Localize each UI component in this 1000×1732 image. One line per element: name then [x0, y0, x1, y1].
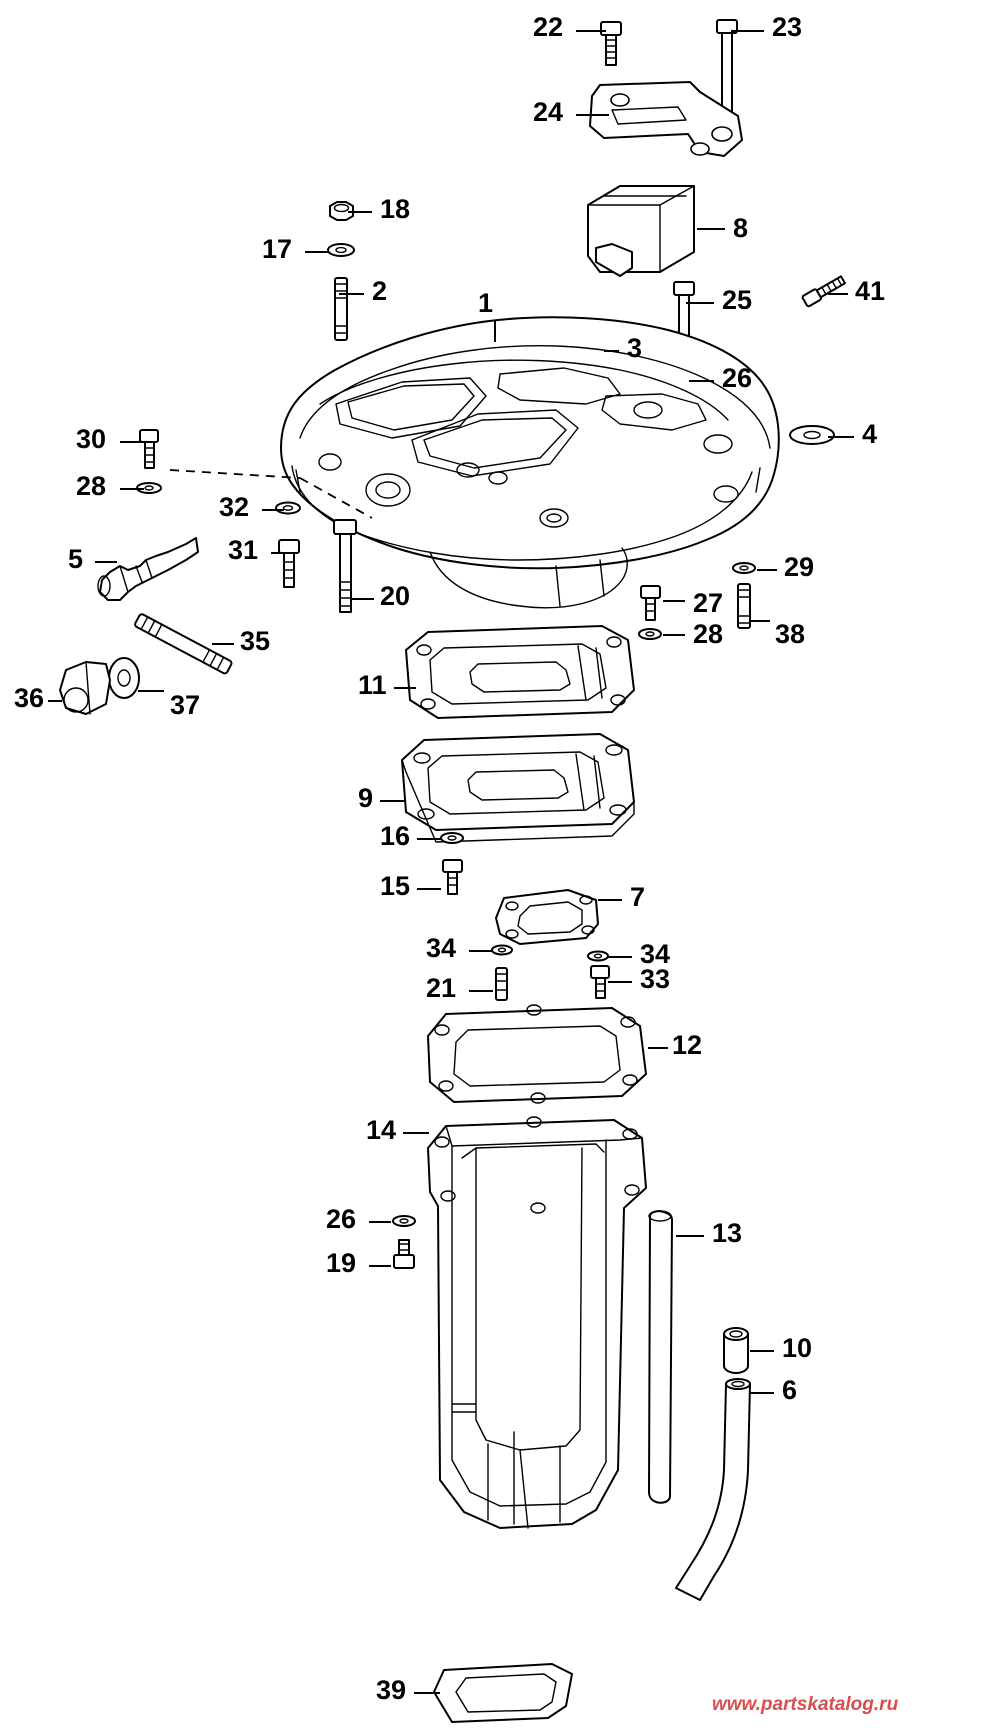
callout-39: 39: [376, 1675, 407, 1705]
part-41-bolt: [802, 275, 846, 307]
leader-28a: [120, 488, 144, 490]
part-34a-washer: [492, 946, 512, 955]
callout-24: 24: [533, 97, 564, 127]
leader-27: [663, 600, 685, 602]
part-31-bolt: [279, 540, 299, 587]
leader-15: [417, 888, 441, 890]
callout-8: 8: [733, 213, 749, 243]
leader-10: [750, 1350, 774, 1352]
leader-32: [262, 509, 284, 511]
callout-23: 23: [772, 12, 803, 42]
callout-26-lower: 26: [326, 1204, 357, 1234]
callout-13: 13: [712, 1218, 743, 1248]
callout-12: 12: [672, 1030, 703, 1060]
part-10-grommet: [724, 1328, 748, 1373]
callout-5: 5: [68, 544, 84, 574]
part-17-washer: [328, 244, 354, 256]
leader-16: [417, 838, 441, 840]
callout-2: 2: [372, 276, 388, 306]
callout-26-upper: 26: [722, 363, 753, 393]
leader-12: [648, 1047, 668, 1049]
callout-16: 16: [380, 821, 411, 851]
leader-13: [676, 1235, 704, 1237]
leader-35: [212, 643, 234, 645]
leader-37: [138, 690, 164, 692]
part-12-gasket: [428, 1005, 646, 1103]
part-7-cover-plate: [496, 890, 598, 944]
part-33-bolt: [591, 966, 609, 998]
callout-33: 33: [640, 964, 671, 994]
leader-33: [608, 981, 632, 983]
callout-34-left: 34: [426, 933, 457, 963]
leader-23: [731, 30, 764, 32]
leader-5: [95, 561, 117, 563]
callout-29: 29: [784, 552, 815, 582]
leader-34b: [608, 956, 632, 958]
callout-9: 9: [358, 783, 374, 813]
leader-26b: [369, 1221, 391, 1223]
leader-8: [697, 228, 725, 230]
callout-20: 20: [380, 581, 411, 611]
callout-7: 7: [630, 882, 646, 912]
leader-21: [469, 990, 493, 992]
leader-1: [494, 320, 496, 342]
callout-28-lower: 28: [693, 619, 724, 649]
callout-32: 32: [219, 492, 250, 522]
leader-19: [369, 1265, 391, 1267]
leader-18: [348, 211, 372, 213]
part-36-mount: [60, 662, 110, 714]
part-14-exhaust-housing-lower: [428, 1117, 646, 1528]
leader-41: [828, 293, 848, 295]
part-30-bolt: [140, 430, 158, 468]
part-1-exhaust-housing: [170, 317, 779, 607]
callout-19: 19: [326, 1248, 357, 1278]
leader-14: [403, 1132, 429, 1134]
leader-9: [380, 800, 406, 802]
part-11-gasket: [406, 626, 634, 718]
leader-30: [120, 441, 144, 443]
callout-10: 10: [782, 1333, 813, 1363]
callout-25: 25: [722, 285, 753, 315]
callout-6: 6: [782, 1375, 798, 1405]
part-27-bolt: [641, 586, 660, 620]
part-21-stud: [496, 968, 507, 1000]
part-8-component: [588, 186, 694, 276]
part-24-bracket: [590, 82, 742, 156]
part-39-gasket: [434, 1664, 572, 1722]
leader-39: [414, 1692, 440, 1694]
leader-25: [686, 302, 714, 304]
leader-22: [576, 30, 606, 32]
callout-17: 17: [262, 234, 293, 264]
part-37-washer: [109, 658, 139, 698]
watermark: www.partskatalog.ru: [712, 1694, 899, 1715]
callout-14: 14: [366, 1115, 397, 1145]
leader-38: [750, 620, 770, 622]
part-15-bolt: [443, 860, 462, 894]
callout-21: 21: [426, 973, 457, 1003]
callout-36: 36: [14, 683, 45, 713]
callout-18: 18: [380, 194, 411, 224]
callout-27: 27: [693, 588, 724, 618]
leader-31: [271, 552, 289, 554]
leader-36: [48, 700, 62, 702]
part-32-washer: [276, 503, 300, 514]
part-13-tube: [649, 1211, 672, 1503]
part-19-bolt: [394, 1240, 414, 1268]
part-28b-washer: [639, 629, 661, 639]
part-26b-washer: [393, 1216, 415, 1226]
callout-37: 37: [170, 690, 201, 720]
leader-26a: [689, 380, 714, 382]
part-2-stud: [335, 278, 347, 340]
callout-35: 35: [240, 626, 271, 656]
callout-4: 4: [862, 419, 878, 449]
callout-1: 1: [478, 288, 494, 318]
callout-31: 31: [228, 535, 259, 565]
part-9-adapter-plate: [402, 734, 634, 842]
callout-11: 11: [358, 670, 387, 700]
part-16-washer: [441, 833, 463, 843]
leader-34a: [469, 950, 493, 952]
callout-15: 15: [380, 871, 411, 901]
leader-29: [757, 569, 777, 571]
leader-24: [576, 114, 609, 116]
part-4-washer: [790, 426, 834, 444]
callout-3: 3: [627, 333, 643, 363]
part-38-stud: [738, 584, 750, 628]
leader-3: [604, 350, 619, 352]
leader-4: [828, 436, 854, 438]
callout-38: 38: [775, 619, 806, 649]
leader-11: [394, 687, 416, 689]
part-34b-washer: [588, 952, 608, 961]
leader-6: [750, 1392, 774, 1394]
part-22-bolt: [601, 22, 621, 65]
leader-17: [305, 251, 329, 253]
callout-28-upper: 28: [76, 471, 107, 501]
part-29-washer: [733, 563, 755, 573]
callout-22: 22: [533, 12, 564, 42]
part-6-hose: [676, 1379, 750, 1600]
leader-28b: [663, 634, 685, 636]
callout-41: 41: [855, 276, 886, 306]
leader-2: [339, 293, 364, 295]
leader-20: [350, 598, 374, 600]
callout-34-right: 34: [640, 939, 671, 969]
callout-30: 30: [76, 424, 107, 454]
part-5-sensor: [98, 538, 198, 600]
leader-7: [598, 899, 622, 901]
